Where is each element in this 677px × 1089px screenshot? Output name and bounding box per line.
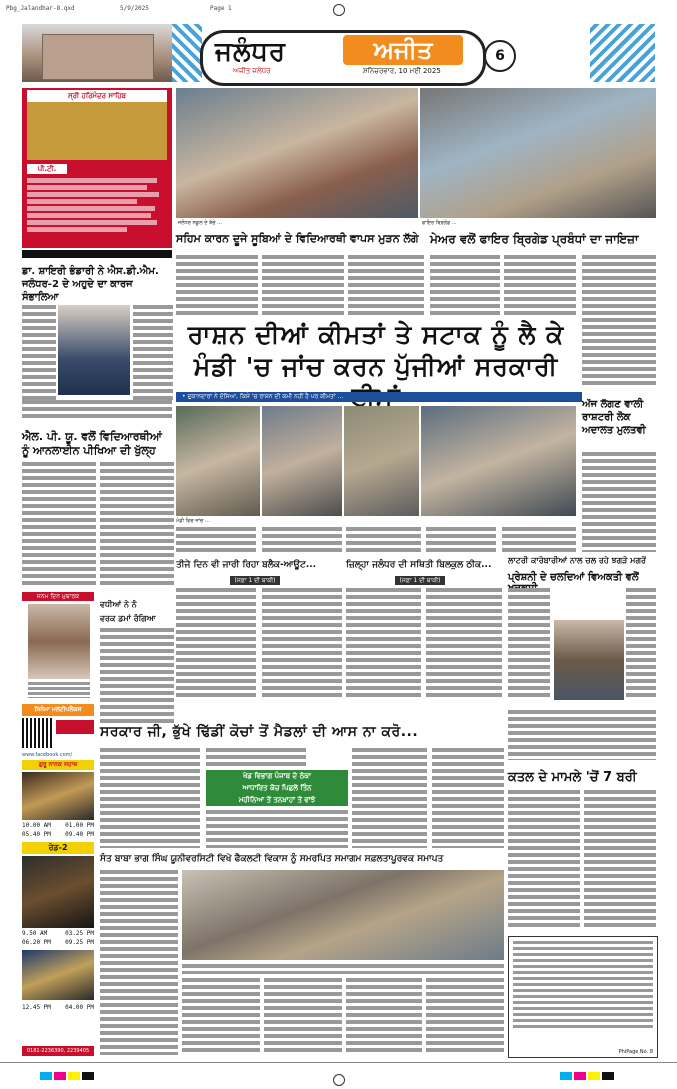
lpu-text-b: [100, 462, 174, 587]
page-number: 6: [484, 40, 516, 72]
headline-mayor: ਮੇਅਰ ਵਲੋਂ ਫਾਇਰ ਬ੍ਰਿਗੇਡ ਪ੍ਰਬੰਧਾਂ ਦਾ ਜਾਇਜ਼ਾ: [430, 232, 639, 246]
ad-header: ਸਿਨੇਮਾ ਮਲਟੀਪਲੈਕਸ: [22, 704, 94, 716]
masthead-pattern-right: [590, 24, 655, 82]
imprint-box: [508, 936, 658, 1058]
headline-district: ਜ਼ਿਲ੍ਹਾ ਜਲੰਧਰ ਦੀ ਸਥਿਤੀ ਬਿਲਕੁਲ ਠੀਕ...: [346, 560, 492, 570]
university-caption: [182, 964, 504, 974]
time-4b: 09.25 PM: [65, 939, 94, 946]
caption-photo1: ਜਲੰਧਰ ਸਕੂਲ ਦੇ ਬੱਚੇ ...: [178, 220, 222, 226]
color-swatch-black-2: [602, 1072, 614, 1080]
ad-times-row5: [22, 1004, 94, 1012]
time-2b: 09.40 PM: [65, 831, 94, 838]
suicide-person-photo: [554, 620, 624, 700]
left-box-title: ਸ੍ਰੀ ਹਰਿਮੰਦਰ ਸਾਹਿਬ: [27, 90, 167, 102]
ad-phone: 0181-2236390, 2239405: [22, 1046, 94, 1056]
time-3b: 03.25 PM: [65, 930, 94, 937]
masthead-pattern: [172, 24, 202, 82]
left-box-text: [27, 176, 167, 234]
time-4a: 06.20 PM: [22, 939, 51, 946]
ad-web: www.facebook.com/: [22, 752, 73, 758]
ad-times-row4: [22, 939, 94, 947]
golden-temple-photo: [27, 102, 167, 160]
sdm-text-c: [22, 400, 172, 420]
blackout-text-b: [262, 588, 342, 700]
ad-movie3-poster: [22, 950, 94, 1000]
market-text-a: [176, 527, 256, 552]
coaches-green-line2: ਆਧਾਰਿਤ ਕੋਚ ਪਿਛਲੇ ਤਿੰਨ: [206, 782, 348, 794]
coaches-text-d: [352, 748, 427, 848]
slug-page: Page 1: [210, 5, 232, 12]
sdm-text-a: [22, 305, 56, 400]
ad-times-row2: [22, 831, 94, 839]
coaches-text-c: [206, 810, 348, 848]
main-headline-line1: ਰਾਸ਼ਨ ਦੀਆਂ ਕੀਮਤਾਂ ਤੇ ਸਟਾਕ ਨੂੰ ਲੈ ਕੇ: [187, 320, 565, 349]
caption-market: ਮੰਡੀ ਵਿਚ ਜਾਂਚ ...: [176, 518, 210, 524]
suicide-text-c: [508, 710, 656, 760]
logo-jalandhar: ਜਲੰਧਰ: [215, 37, 287, 67]
crop-mark-bottom-icon: [333, 1074, 345, 1086]
masthead-logo: [200, 30, 486, 86]
market-text-e: [502, 527, 576, 552]
color-swatch-magenta-2: [574, 1072, 586, 1080]
coaches-green-line3: ਮਹੀਨਿਆਂ ਤੋਂ ਤਨਖ਼ਾਹਾਂ ਤੋਂ ਵਾਂਝੇ: [206, 794, 348, 806]
left-box-badge: ਪੀ.ਟੀ.: [27, 164, 67, 174]
sdm-portrait: [58, 305, 130, 395]
suicide-text-a: [508, 588, 550, 700]
market-photo-1: [176, 406, 260, 516]
birthday-child-photo: [28, 604, 90, 679]
headline-blackout: ਤੀਜੇ ਦਿਨ ਵੀ ਜਾਰੀ ਰਿਹਾ ਬਲੈਕ-ਆਊਟ...: [176, 560, 317, 570]
side-kicker2: ਵਰਕ ਡਮਾਂ ਰੰਗਿਆ: [100, 614, 156, 623]
time-2a: 05.40 PM: [22, 831, 51, 838]
slug-file: Pbg_Jalandhar-8.qxd: [6, 5, 75, 12]
sdm-text-b: [133, 305, 173, 400]
ad-movie2-poster: [22, 856, 94, 928]
coaches-text-e: [432, 748, 504, 848]
color-swatch-magenta: [54, 1072, 66, 1080]
headline-lottery: ਲਾਟਰੀ ਕਾਰੋਬਾਰੀਆਂ ਨਾਲ ਚਲ ਰਹੇ ਝਗੜੇ ਮਗਰੋਂ: [508, 556, 646, 565]
headline-students: ਸਹਿਮ ਕਾਰਨ ਦੂਜੇ ਸੂਬਿਆਂ ਦੇ ਵਿਦਿਆਰਥੀ ਵਾਪਸ ਮੁੜਨ ਲੱਗੇ: [176, 232, 419, 245]
headline-suicide: ਪ੍ਰੇਸ਼ਨੀ ਦੇ ਚਲਦਿਆਂ ਵਿਅਕਤੀ ਵਲੋਂ: [508, 572, 639, 583]
headline-lpu: ਐਲ. ਪੀ. ਯੂ. ਵਲੋਂ ਵਿਦਿਆਰਥੀਆਂ ਨੂੰ ਆਨਲਾਈਨ ਪੀਖਿਆ ਦੀ ਖੁੱਲ੍ਹ: [22, 430, 162, 457]
color-swatch-yellow-2: [588, 1072, 600, 1080]
headline-murder-case: ਕਤਲ ਦੇ ਮਾਮਲੇ 'ਚੋਂ 7 ਬਰੀ: [508, 770, 637, 785]
birthday-header: ਜਨਮ ਦਿਨ ਮੁਬਾਰਕ: [22, 592, 94, 601]
color-swatch-yellow: [68, 1072, 80, 1080]
ad-movie1-title: ਗੁਰੂ ਨਾਨਕ ਜਹਾਜ਼: [22, 760, 94, 770]
slug-date: 5/9/2025: [120, 5, 149, 12]
market-photo-3: [344, 406, 419, 516]
main-headline-line2: ਮੰਡੀ 'ਚ ਜਾਂਚ ਕਰਨ ਪੁੱਜੀਆਂ ਸਰਕਾਰੀ: [193, 352, 559, 381]
university-text-a: [100, 870, 178, 1055]
ad-movie1-poster: [22, 772, 94, 820]
time-1a: 10.00 AM: [22, 822, 51, 829]
market-text-c: [346, 527, 421, 552]
bottom-rule: [0, 1062, 677, 1063]
mayor-text-c: [582, 255, 656, 385]
issue-date: ਸ਼ਨਿਚਰਵਾਰ, 10 ਮਈ 2025: [363, 67, 441, 75]
ad-movie2-title: ਰੇਡ-2: [22, 842, 94, 854]
coaches-text-a: [100, 748, 200, 848]
print-slug-line: [0, 0, 677, 22]
students-station-photo: [176, 88, 418, 218]
headline-lok-adalat: ਅੱਜ ਲੱਗਣ ਵਾਲੀ ਰਾਸ਼ਟਰੀ ਲੋਕ ਅਦਾਲਤ ਮੁਲਤਵੀ: [582, 399, 646, 436]
logo-ajit: ਅਜੀਤ: [343, 35, 463, 65]
headline-coaches: ਸਰਕਾਰ ਜੀ, ਭੁੱਖੇ ਢਿੱਡੀਂ ਕੋਚਾਂ ਤੋਂ ਮੈਡਲਾਂ ਦੀ ਆਸ ਨਾ ਕਰੋ...: [100, 724, 419, 740]
ad-times-row3: [22, 930, 94, 938]
caption-photo2: ਫਾਇਰ ਬ੍ਰਿਗੇਡ ...: [422, 220, 457, 226]
murder-text-b: [584, 790, 656, 930]
students-text-a: [176, 255, 258, 315]
market-text-b: [262, 527, 342, 552]
students-text-c: [348, 255, 424, 315]
mayor-text-b: [504, 255, 576, 315]
university-text-b: [182, 978, 260, 1055]
rule: [22, 250, 172, 258]
side-kicker: ਵਧੀਆਂ ਨੇ ਨੰ: [100, 600, 137, 609]
blackout-text-a: [176, 588, 256, 700]
left-feature-box: [22, 88, 172, 248]
time-5a: 12.45 PM: [22, 1004, 51, 1011]
murder-text-a: [508, 790, 580, 930]
headline-sdm: ਡਾ. ਸ਼ਾਇਰੀ ਭੰਡਾਰੀ ਨੇ ਐਸ.ਡੀ.ਐਮ. ਜਲੰਧਰ-2 ਦੇ ਅਹੁਦੇ ਦਾ ਕਾਰਜ ਸੰਭਾਲਿਆ: [22, 266, 159, 303]
fire-brigade-photo: [420, 88, 656, 218]
coaches-text-b: [206, 748, 306, 766]
side-text: [100, 628, 174, 723]
market-photo-4: [421, 406, 576, 516]
suicide-text-b: [626, 588, 656, 700]
masthead-photo: [22, 24, 172, 82]
university-group-photo: [182, 870, 504, 960]
continued-kicker: (ਸਫ਼ਾ 1 ਦੀ ਬਾਕੀ): [230, 576, 280, 585]
headline-university: ਸੰਤ ਬਾਬਾ ਭਾਗ ਸਿੰਘ ਯੂਨੀਵਰਸਿਟੀ ਵਿਖੇ ਫੈਕਲਟੀ ਵਿਕਾਸ ਨੂੰ ਸਮਰਪਿਤ ਸਮਾਗਮ ਸਫ਼ਲਤਾਪੂਰਵਕ ਸਮਾਪਤ: [100, 854, 444, 864]
time-3a: 9.50 AM: [22, 930, 48, 937]
color-swatch-cyan: [40, 1072, 52, 1080]
market-text-d: [426, 527, 496, 552]
students-text-b: [262, 255, 344, 315]
birthday-text: [28, 682, 90, 698]
district-text-b: [426, 588, 502, 700]
color-swatch-black: [82, 1072, 94, 1080]
crop-mark-icon: [333, 4, 345, 16]
coaches-green-line1: ਖੇਡ ਵਿਭਾਗ ਪੰਜਾਬ ਦੇ ਠੇਕਾ: [206, 770, 348, 782]
university-text-e: [426, 978, 504, 1055]
mayor-text-a: [430, 255, 500, 315]
ad-times-row1: [22, 822, 94, 830]
imprint-page: PhiPage No. 8: [618, 1049, 653, 1055]
logo-subtitle: ਅਜੀਤ ਜਲੰਧਰ: [233, 67, 271, 75]
color-swatch-cyan-2: [560, 1072, 572, 1080]
time-5b: 04.00 PM: [65, 1004, 94, 1011]
main-subheadline-strip: • ਦੁਕਾਨਦਾਰਾਂ ਨੇ ਦੱਸਿਆ, ਕਿਸੇ 'ਚ ਰਾਸ਼ਨ ਦੀ ਕਮੀ ਨਹੀਂ ਹੈ ਪਰ ਕੀਮਤਾਂ ...: [176, 392, 582, 402]
lok-adalat-text: [582, 452, 656, 552]
qr-code-icon: [22, 718, 52, 748]
university-text-d: [346, 978, 422, 1055]
ad-logo: [56, 720, 94, 734]
continued-kicker2: (ਸਫ਼ਾ 1 ਦੀ ਬਾਕੀ): [395, 576, 445, 585]
market-photo-2: [262, 406, 342, 516]
district-text-a: [346, 588, 421, 700]
time-1b: 01.00 PM: [65, 822, 94, 829]
university-text-c: [264, 978, 342, 1055]
lpu-text-a: [22, 462, 96, 587]
